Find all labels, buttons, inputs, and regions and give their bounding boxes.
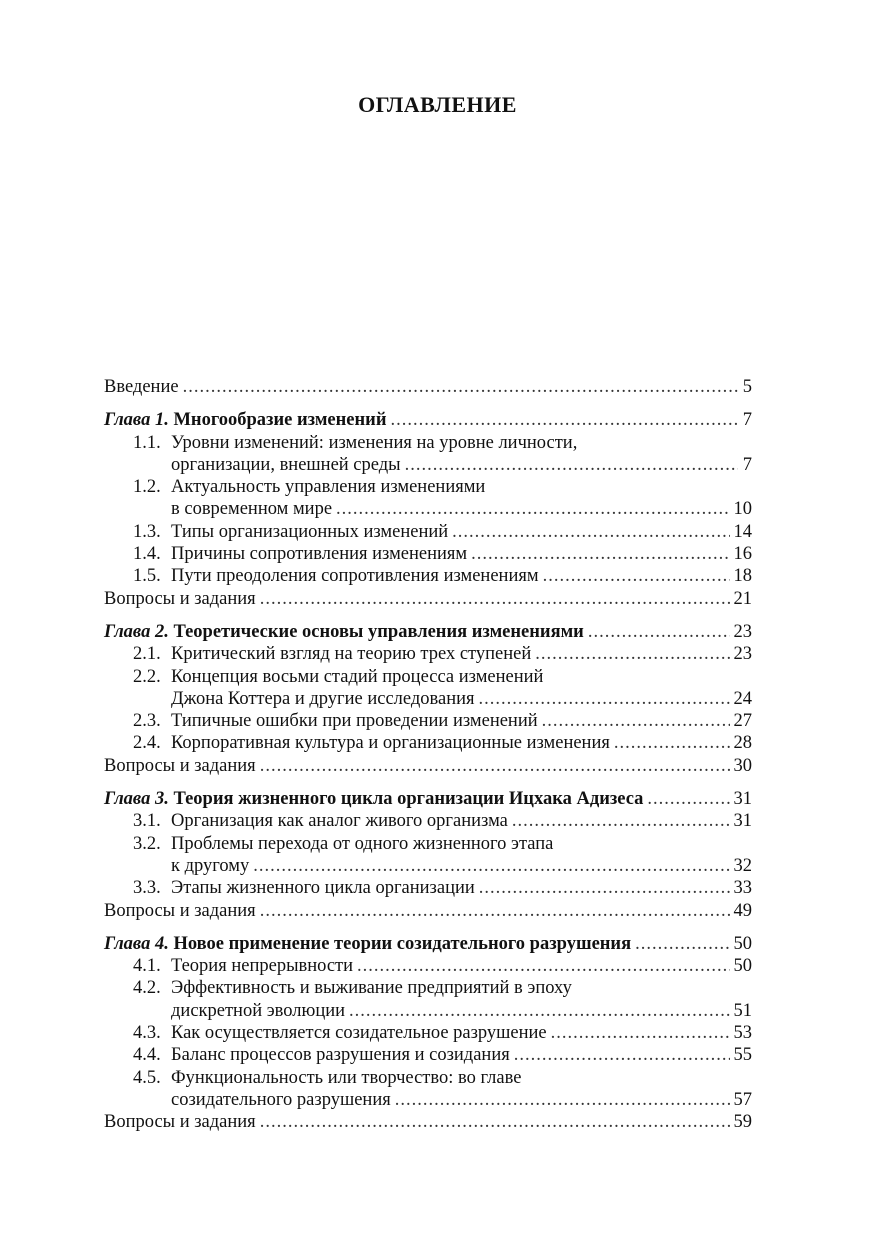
toc-entry-intro[interactable] [104,376,752,398]
page-number: 33 [733,878,752,899]
chapter-label: Глава 3. [104,789,169,810]
page-number: 7 [742,410,752,431]
page-number: 24 [733,688,752,709]
page-number: 23 [733,644,752,665]
toc-section[interactable] [104,955,752,977]
questions-label: Вопросы и задания [104,1112,256,1133]
leader-dots [260,1111,730,1133]
section-title-cont: созидательного разрушения [171,1089,391,1110]
section-title: Баланс процессов разрушения и созидания [171,1045,510,1066]
leader-dots [543,565,730,587]
page-number: 28 [733,733,752,754]
leader-dots [551,1022,730,1044]
section-number: 2.3. [133,711,161,732]
leader-dots [542,710,730,732]
page-number: 32 [733,855,752,876]
section-title: Теория непрерывности [171,956,354,977]
page-number: 18 [733,566,752,587]
toc-chapter-1[interactable] [104,409,752,431]
page-number: 14 [733,521,752,542]
toc-section[interactable] [104,877,752,899]
leader-dots [514,1044,730,1066]
leader-dots [479,877,730,899]
section-number: 4.4. [133,1045,161,1066]
toc-section[interactable] [104,521,752,543]
section-number: 4.3. [133,1023,161,1044]
page-number: 16 [733,544,752,565]
page-number: 10 [733,499,752,520]
page-number: 59 [733,1112,752,1133]
page-number: 5 [742,377,752,397]
toc-section[interactable] [104,1022,752,1044]
section-number: 2.1. [133,644,161,665]
section-title: Этапы жизненного цикла организации [171,878,475,899]
leader-dots [512,810,730,832]
leader-dots [452,521,729,543]
section-title: Корпоративная культура и организационные изменения [171,733,610,754]
section-title-cont: к другому [171,855,250,876]
section-number: 3.2. [133,833,161,854]
section-number: 4.2. [133,978,161,999]
toc-section[interactable] [104,833,752,878]
page-number: 53 [733,1023,752,1044]
leader-dots [260,900,730,922]
leader-dots [405,454,738,476]
toc-section[interactable] [104,432,752,477]
section-number: 1.2. [133,477,161,498]
leader-dots [614,732,730,754]
section-title-cont: Джона Коттера и другие исследования [171,688,475,709]
toc-section[interactable] [104,476,752,521]
table-of-contents [104,376,752,1134]
page-number: 31 [733,811,752,832]
toc-section[interactable] [104,977,752,1022]
leader-dots [357,955,729,977]
chapter-title: Многообразие изменений [173,410,387,431]
leader-dots [260,755,730,777]
toc-chapter-3[interactable] [104,788,752,810]
page-number: 23 [733,621,752,642]
toc-chapter-4[interactable] [104,933,752,955]
section-title: Организация как аналог живого организма [171,811,508,832]
section-number: 2.4. [133,733,161,754]
section-number: 1.1. [133,432,161,453]
section-title: Как осуществляется созидательное разрушение [171,1023,547,1044]
section-title: Критический взгляд на теорию трех ступеней [171,644,532,665]
toc-questions[interactable] [104,755,752,777]
page-number: 51 [733,1000,752,1021]
section-number: 4.5. [133,1067,161,1088]
section-number: 3.1. [133,811,161,832]
toc-section[interactable] [104,643,752,665]
chapter-title: Новое применение теории созидательного разрушения [173,933,632,954]
section-title: Функциональность или творчество: во главе [171,1067,522,1088]
page-number: 27 [733,711,752,732]
leader-dots [390,409,738,431]
page-title: ОГЛАВЛЕНИЕ [358,92,517,117]
leader-dots [647,788,729,810]
leader-dots [260,588,730,610]
section-title: Актуальность управления изменениями [171,477,486,498]
chapter-label: Глава 2. [104,621,169,642]
toc-questions[interactable] [104,900,752,922]
chapter-label: Глава 1. [104,410,169,431]
toc-section[interactable] [104,1067,752,1112]
leader-dots [183,376,738,398]
leader-dots [395,1089,730,1111]
section-title: Проблемы перехода от одного жизненного этапа [171,833,554,854]
leader-dots [479,688,730,710]
toc-section[interactable] [104,710,752,732]
toc-entry-label: Введение [104,377,179,397]
leader-dots [336,498,729,520]
section-number: 1.4. [133,544,161,565]
leader-dots [349,1000,729,1022]
page-number: 55 [733,1045,752,1066]
section-title: Пути преодоления сопротивления изменениям [171,566,539,587]
section-title-cont: в современном мире [171,499,333,520]
questions-label: Вопросы и задания [104,588,256,609]
toc-section[interactable] [104,666,752,711]
chapter-title: Теоретические основы управления изменениями [173,621,584,642]
toc-section[interactable] [104,565,752,587]
section-number: 3.3. [133,878,161,899]
toc-section[interactable] [104,732,752,754]
leader-dots [471,543,729,565]
leader-dots [253,855,729,877]
page-number: 7 [742,454,752,475]
leader-dots [635,933,729,955]
section-title: Эффективность и выживание предприятий в эпоху [171,978,572,999]
chapter-label: Глава 4. [104,933,169,954]
section-number: 1.3. [133,521,161,542]
page-number: 30 [733,755,752,776]
page-number: 21 [733,588,752,609]
questions-label: Вопросы и задания [104,900,256,921]
section-title: Типичные ошибки при проведении изменений [171,711,538,732]
section-number: 1.5. [133,566,161,587]
toc-questions[interactable] [104,1111,752,1133]
toc-section[interactable] [104,810,752,832]
section-number: 4.1. [133,956,161,977]
page-number: 49 [733,900,752,921]
section-title: Уровни изменений: изменения на уровне личности, [171,432,578,453]
section-title-cont: дискретной эволюции [171,1000,346,1021]
questions-label: Вопросы и задания [104,755,256,776]
toc-section[interactable] [104,1044,752,1066]
section-title: Концепция восьми стадий процесса изменений [171,666,544,687]
toc-section[interactable] [104,543,752,565]
toc-chapter-2[interactable] [104,621,752,643]
page-number: 50 [733,956,752,977]
leader-dots [588,621,730,643]
toc-questions[interactable] [104,588,752,610]
page-number: 57 [733,1089,752,1110]
section-title: Типы организационных изменений [171,521,449,542]
leader-dots [535,643,729,665]
page-number: 50 [733,933,752,954]
page-number: 31 [733,789,752,810]
section-title-cont: организации, внешней среды [171,454,401,475]
chapter-title: Теория жизненного цикла организации Ицхака Адизеса [173,789,644,810]
section-title: Причины сопротивления изменениям [171,544,468,565]
section-number: 2.2. [133,666,161,687]
